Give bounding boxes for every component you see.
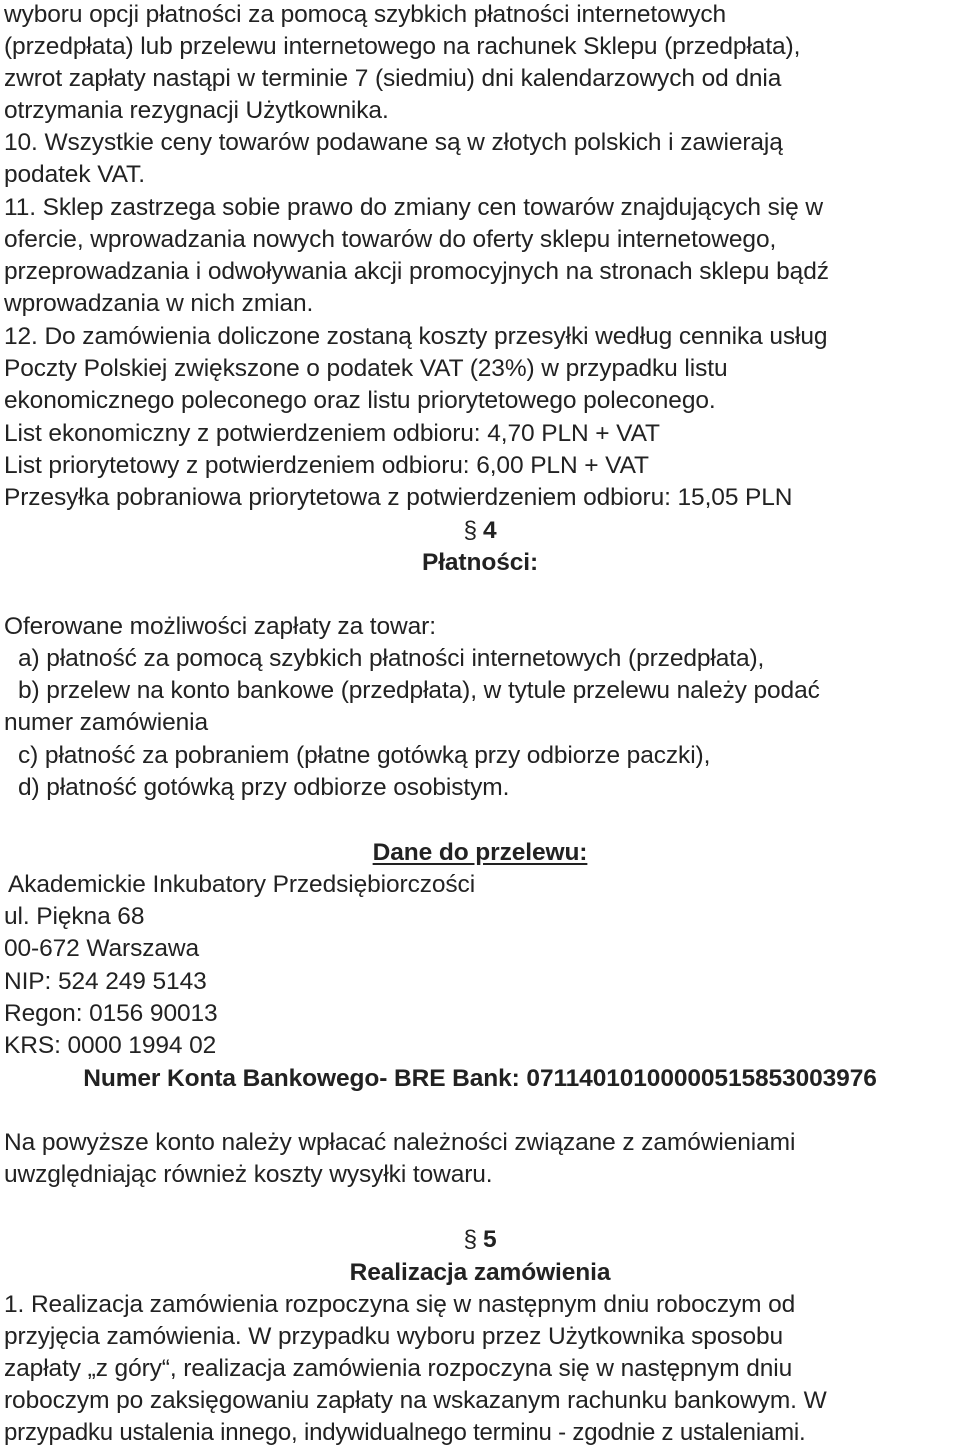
section-sign: § (463, 517, 477, 544)
payment-option-a: a) płatność za pomocą szybkich płatności internetowych (przedpłata), (18, 645, 765, 672)
paragraph-11-line: wprowadzania w nich zmian. (4, 290, 314, 317)
payment-option-d: d) płatność gotówką przy odbiorze osobistym. (18, 774, 510, 801)
section-5-number: § 5 (463, 1226, 497, 1253)
shipping-price-line: List ekonomiczny z potwierdzeniem odbioru: 4,70 PLN + VAT (4, 420, 660, 447)
shipping-price-line: List priorytetowy z potwierdzeniem odbioru: 6,00 PLN + VAT (4, 452, 649, 479)
company-name: Akademickie Inkubatory Przedsiębiorczości (8, 871, 476, 898)
payment-option-b: b) przelew na konto bankowe (przedpłata), w tytule przelewu należy podać (18, 677, 820, 704)
intro-line: (przedpłata) lub przelewu internetowego na rachunek Sklepu (przedpłata), (4, 33, 801, 60)
intro-line: otrzymania rezygnacji Użytkownika. (4, 97, 389, 124)
paragraph-10-line: podatek VAT. (4, 161, 145, 188)
section-5-title: Realizacja zamówienia (349, 1259, 611, 1286)
paragraph-11-line: 11. Sklep zastrzega sobie prawo do zmiany cen towarów znajdujących się w (4, 194, 823, 221)
company-krs: KRS: 0000 1994 02 (4, 1032, 217, 1059)
bank-account-number: Numer Konta Bankowego- BRE Bank: 07114010100000515853003976 (83, 1065, 877, 1092)
section-5-paragraph-line: 1. Realizacja zamówienia rozpoczyna się w następnym dniu roboczym od (4, 1291, 796, 1318)
transfer-data-heading: Dane do przelewu: (372, 839, 588, 866)
company-city: 00-672 Warszawa (4, 935, 200, 962)
section-sign: § (463, 1226, 477, 1253)
company-nip: NIP: 524 249 5143 (4, 968, 207, 995)
section-5-paragraph-line: przyjęcia zamówienia. W przypadku wyboru przez Użytkownika sposobu (4, 1323, 784, 1350)
section-4-title: Płatności: (421, 549, 539, 576)
paragraph-11-line: ofercie, wprowadzania nowych towarów do oferty sklepu internetowego, (4, 226, 777, 253)
section-5-paragraph-line: przypadku ustalenia innego, indywidualnego terminu - zgodnie z ustaleniami. (4, 1419, 806, 1446)
section-5-paragraph-line: roboczym po zaksięgowaniu zapłaty na wskazanym rachunku bankowym. W (4, 1387, 827, 1414)
paragraph-12-line: Poczty Polskiej zwiększone o podatek VAT (23%) w przypadku listu (4, 355, 728, 382)
shipping-price-line: Przesyłka pobraniowa priorytetowa z potwierdzeniem odbioru: 15,05 PLN (4, 484, 793, 511)
paragraph-12-line: 12. Do zamówienia doliczone zostaną koszty przesyłki według cennika usług (4, 323, 828, 350)
payment-option-c: c) płatność za pobraniem (płatne gotówką przy odbiorze paczki), (18, 742, 711, 769)
paragraph-11-line: przeprowadzania i odwoływania akcji promocyjnych na stronach sklepu bądź (4, 258, 829, 285)
payment-options-intro: Oferowane możliwości zapłaty za towar: (4, 613, 436, 640)
paragraph-10-line: 10. Wszystkie ceny towarów podawane są w złotych polskich i zawierają (4, 129, 783, 156)
section-5-paragraph-line: zapłaty „z góry“, realizacja zamówienia rozpoczyna się w następnym dniu (4, 1355, 793, 1382)
intro-line: zwrot zapłaty nastąpi w terminie 7 (siedmiu) dni kalendarzowych od dnia (4, 65, 782, 92)
paragraph-12-line: ekonomicznego poleconego oraz listu priorytetowego poleconego. (4, 387, 716, 414)
payment-option-b-continued: numer zamówienia (4, 709, 209, 736)
payment-note-line: Na powyższe konto należy wpłacać należności związane z zamówieniami (4, 1129, 796, 1156)
payment-note-line: uwzględniając również koszty wysyłki towaru. (4, 1161, 493, 1188)
company-regon: Regon: 0156 90013 (4, 1000, 218, 1027)
section-4-number: § 4 (463, 517, 497, 544)
intro-line: wyboru opcji płatności za pomocą szybkich płatności internetowych (4, 1, 727, 28)
company-street: ul. Piękna 68 (4, 903, 145, 930)
